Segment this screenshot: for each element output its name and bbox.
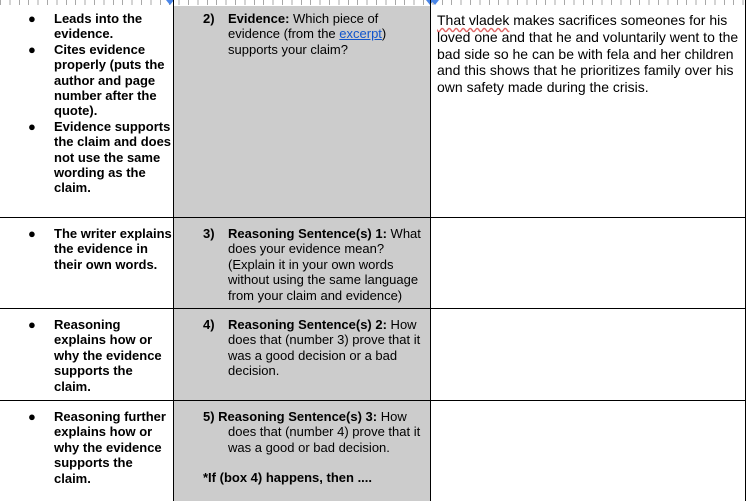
list-item[interactable]: ● Leads into the evidence. [28, 11, 143, 42]
list-item[interactable]: ● Cites evidence properly (puts the author and page number after the quote). [28, 41, 165, 119]
list-item[interactable]: ● Reasoning further explains how or why the evidence supports the claim. [28, 409, 166, 486]
prompt-note: *If (box 4) happens, then .... [203, 470, 373, 486]
reasoning-2-prompt[interactable]: 4) Reasoning Sentence(s) 2: How does that (number 3) prove that it was a good decision or a bad decision. [203, 317, 421, 379]
criteria-list [0, 409, 172, 486]
list-item[interactable]: ● The writer explains the evidence in their own words. [28, 226, 172, 272]
excerpt-link[interactable]: excerpt [339, 26, 382, 42]
evidence-prompt[interactable]: 2) Evidence: Which piece of evidence (from the excerpt) supports your claim? [203, 11, 387, 57]
reasoning-3-answer[interactable] [437, 409, 742, 497]
reasoning-1-answer[interactable] [437, 226, 742, 304]
criteria-list [0, 226, 172, 272]
reasoning-3-prompt[interactable]: 5) Reasoning Sentence(s) 3: How does that (number 4) prove that it was a good or bad decision. *If (box 4) happens, then .... [203, 409, 425, 486]
reasoning-1-prompt[interactable]: 3) Reasoning Sentence(s) 1: What does your evidence mean? (Explain it in your own words without using the same language from your claim and evidence) [203, 226, 421, 303]
list-item[interactable]: ● Reasoning explains how or why the evidence supports the claim. [28, 317, 162, 394]
ruler-indent-marker-icon[interactable] [431, 0, 439, 5]
spellcheck-flagged-word[interactable]: That vladek [437, 12, 510, 28]
reasoning-2-answer[interactable] [437, 317, 742, 395]
ruler-indent-marker-icon[interactable] [166, 0, 174, 5]
criteria-list [0, 317, 172, 394]
criteria-list [0, 11, 172, 196]
list-item[interactable]: ● Evidence supports the claim and does not use the same wording as the claim. [28, 118, 172, 196]
evidence-answer-text[interactable]: That vladek makes sacrifices someones for his loved one and that he and voluntarily went to the bad side so he can be with fela and her children and this shows that he prioritizes family over his own safety made during the crisis. [437, 12, 739, 96]
